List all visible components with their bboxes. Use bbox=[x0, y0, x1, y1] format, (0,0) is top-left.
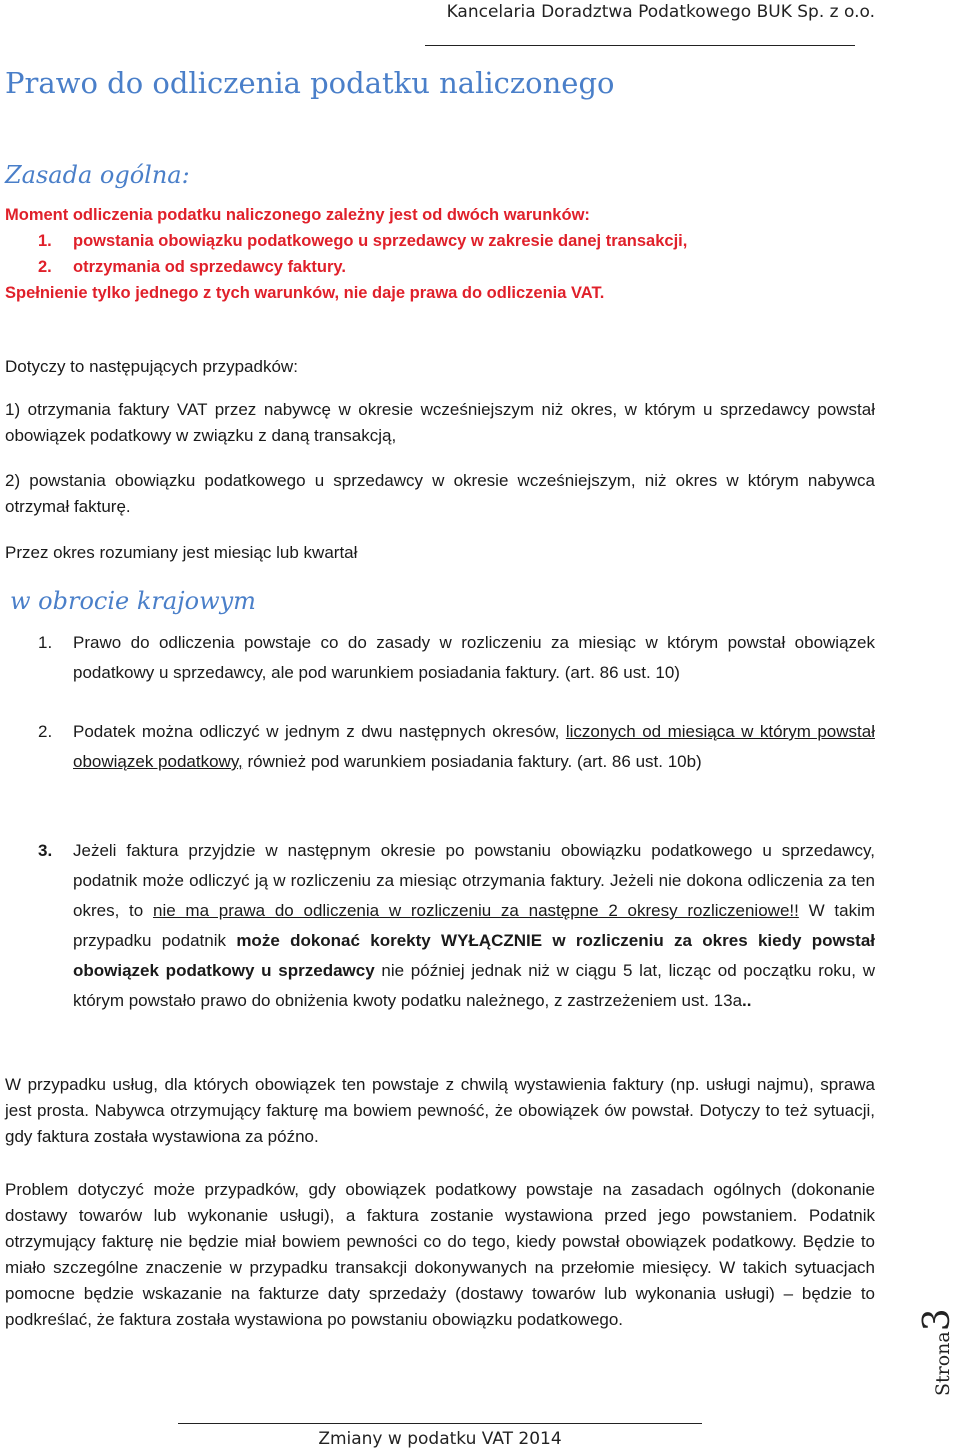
page-number-rotated bbox=[917, 1308, 958, 1396]
cases-heading: Dotyczy to następujących przypadków: bbox=[5, 357, 298, 376]
case-2: 2) powstania obowiązku podatkowego u sprzedawcy w okresie wcześniejszym, niż okres w którym nabywca otrzymał fakturę. bbox=[5, 471, 875, 516]
page-number: 3 bbox=[917, 1308, 958, 1332]
section-heading: w obrocie krajowym bbox=[10, 587, 256, 615]
list-item-number: 2. bbox=[38, 722, 53, 741]
text-run: Podatek można odliczyć w jednym z dwu następnych okresów, bbox=[73, 722, 566, 741]
page-footer: Zmiany w podatku VAT 2014 bbox=[318, 1429, 562, 1449]
text-run: nie później jednak niż w ciągu 5 lat, licząc od początku roku, w którym powstało prawo do obniżenia kwoty podatku należnego, z zastrzeżeniem ust. 13a bbox=[73, 961, 875, 1010]
footer-rule bbox=[178, 1423, 702, 1424]
paragraph-problem: Problem dotyczyć może przypadków, gdy obowiązek podatkowy powstaje na zasadach ogólnych (dokonanie dostawy towarów lub wykonanie usługi), a faktura zostanie wystawiona przed jego powstaniem. Podatnik otrzymujący fakturę nie będzie miał bowiem pewności co do tego, kiedy powstał obowiązek podatkowy. Będzie to miało szczególne znaczenie w przypadku transakcji dokonywanych na przełomie miesięcy. W takich sytuacjach pomocne będzie wskazanie na fakturze daty sprzedaży (dostawy towarów lub wykonania usługi) – będzie to podkreślać, że faktura została wystawiona po powstaniu obowiązku podatkowego. bbox=[5, 1180, 875, 1329]
underlined-text: liczonych od miesiąca w którym powstał obowiązek podatkowy, bbox=[73, 722, 875, 771]
list-item bbox=[5, 836, 875, 1016]
list-item-number: 1. bbox=[38, 633, 53, 652]
list-item-text bbox=[73, 717, 875, 777]
header-rule bbox=[425, 45, 855, 46]
subtitle: Zasada ogólna: bbox=[5, 161, 190, 189]
rule-outro: Spełnienie tylko jednego z tych warunków, nie daje prawa do odliczenia VAT. bbox=[5, 284, 605, 302]
page-title: Prawo do odliczenia podatku naliczonego bbox=[5, 66, 615, 100]
rule-item-number: 2. bbox=[38, 258, 52, 276]
bold-text: .. bbox=[742, 991, 752, 1010]
list-item-text: Prawo do odliczenia powstaje co do zasady w rozliczeniu za miesiąc w którym powstał obowiązek podatkowy u sprzedawcy, ale pod warunkiem posiadania faktury. (art. 86 ust. 10) bbox=[73, 633, 875, 682]
rule-intro: Moment odliczenia podatku naliczonego zależny jest od dwóch warunków: bbox=[5, 206, 590, 224]
rule-item-1 bbox=[38, 232, 688, 251]
rule-item-2 bbox=[38, 258, 346, 277]
rule-item-text: powstania obowiązku podatkowego u sprzedawcy w zakresie danej transakcji, bbox=[73, 232, 688, 250]
period-note: Przez okres rozumiany jest miesiąc lub kwartał bbox=[5, 543, 358, 562]
paragraph-services: W przypadku usług, dla których obowiązek ten powstaje z chwilą wystawienia faktury (np. usługi najmu), sprawa jest prosta. Nabywca otrzymujący fakturę ma bowiem pewność, że obowiązek ów powstał. Dotyczy to też sytuacji, gdy faktura została wystawiona za późno. bbox=[5, 1075, 875, 1146]
rule-item-number: 1. bbox=[38, 232, 52, 250]
list-item bbox=[5, 717, 875, 777]
page-header: Kancelaria Doradztwa Podatkowego BUK Sp. z o.o. bbox=[446, 2, 875, 22]
page-number-marker bbox=[917, 1308, 958, 1396]
text-run: również pod warunkiem posiadania faktury. (art. 86 ust. 10b) bbox=[242, 752, 702, 771]
page-label: Strona bbox=[932, 1331, 954, 1396]
underlined-text: nie ma prawa do odliczenia w rozliczeniu za następne 2 okresy rozliczeniowe!! bbox=[152, 901, 799, 920]
text-run: Jeżeli faktura przyjdzie w następnym okresie po powstaniu obowiązku podatkowego u sprzedawcy, podatnik może odliczyć ją w rozliczeniu za miesiąc otrzymania faktury. Jeżeli nie dokona odliczenia za ten okres, to bbox=[73, 841, 875, 920]
text-run: W takim przypadku podatnik bbox=[73, 901, 876, 950]
list-item-text bbox=[73, 836, 875, 1016]
case-1: 1) otrzymania faktury VAT przez nabywcę w okresie wcześniejszym niż okres, w którym u sprzedawcy powstał obowiązek podatkowy w związku z daną transakcją, bbox=[5, 400, 875, 445]
list-item bbox=[5, 628, 875, 688]
bold-text: może dokonać korekty WYŁĄCZNIE w rozliczeniu za okres kiedy powstał obowiązek podatkowy u sprzedawcy bbox=[73, 931, 875, 980]
rule-item-text: otrzymania od sprzedawcy faktury. bbox=[73, 258, 346, 276]
list-item-number: 3. bbox=[38, 841, 53, 860]
